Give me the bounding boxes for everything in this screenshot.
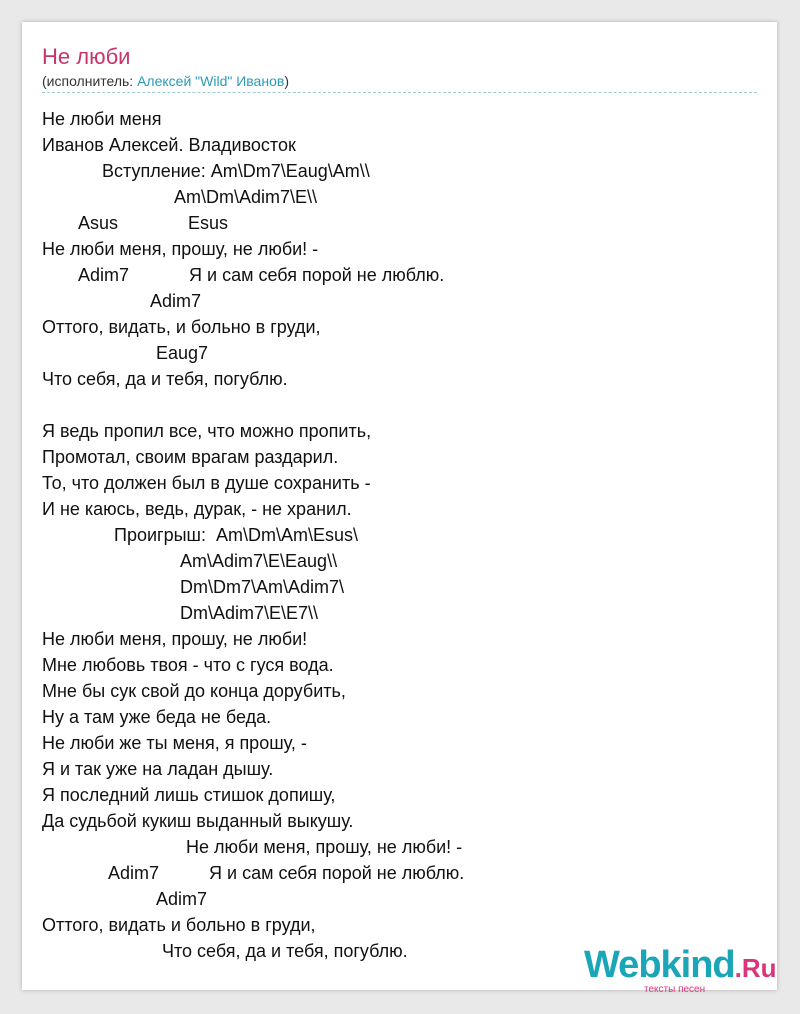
lyric-line: Не люби же ты меня, я прошу, - [42,733,307,753]
lyric-line: Не люби меня, прошу, не люби! - [186,837,463,857]
logo-wordmark: Webkind [584,944,735,986]
lyric-line: Мне любовь твоя - что с гуся вода. [42,655,334,675]
logo-subtitle: тексты песен [644,984,706,995]
lyric-line: Am\Adim7\E\Eaug\\ [180,551,338,571]
lyric-line: Dm\Dm7\Am\Adim7\ [180,577,345,597]
lyric-line: И не каюсь, ведь, дурак, - не хранил. [42,499,352,519]
lyric-line [42,392,464,418]
lyric-line: Да судьбой кукиш выданный выкушу. [42,811,354,831]
lyric-line: Я и так уже на ладан дышу. [42,759,274,779]
lyric-line: Adim7 Я и сам себя порой не люблю. [78,265,445,285]
divider [42,92,757,93]
lyric-line: Не люби меня, прошу, не люби! - [42,239,319,259]
lyric-line: Adim7 Я и сам себя порой не люблю. [108,863,465,883]
artist-prefix: (исполнитель: [42,73,138,89]
lyric-line: Asus Esus [78,213,229,233]
song-title: Не люби [42,44,131,69]
lyric-line: Am\Dm\Adim7\E\\ [174,187,318,207]
artist-link[interactable]: Алексей "Wild" Иванов [137,73,285,89]
site-logo[interactable] [584,944,777,995]
lyric-line: Я ведь пропил все, что можно пропить, [42,421,372,441]
lyric-line: Оттого, видать и больно в груди, [42,915,316,935]
lyric-line: То, что должен был в душе сохранить - [42,473,371,493]
lyric-line: Ну а там уже беда не беда. [42,707,272,727]
lyric-line: Eaug7 [156,343,209,363]
lyric-line: Dm\Adim7\E\E7\\ [180,603,319,623]
logo-tld: .Ru [734,953,777,983]
lyric-line: Не люби меня [42,109,162,129]
lyric-line: Оттого, видать, и больно в груди, [42,317,321,337]
lyric-line: Промотал, своим врагам раздарил. [42,447,339,467]
lyric-line: Что себя, да и тебя, погублю. [162,941,408,961]
lyric-line: Вступление: Am\Dm7\Eaug\Am\\ [102,161,370,181]
lyrics-block [42,106,464,964]
artist-suffix: ) [284,73,289,89]
lyric-line: Мне бы сук свой до конца дорубить, [42,681,346,701]
artist-line [42,73,289,89]
lyric-line: Я последний лишь стишок допишу, [42,785,336,805]
lyric-line: Иванов Алексей. Владивосток [42,135,296,155]
lyric-line: Проигрыш: Am\Dm\Am\Esus\ [114,525,358,545]
page-sheet [22,22,777,995]
lyric-line: Что себя, да и тебя, погублю. [42,369,288,389]
lyric-line: Adim7 [156,889,208,909]
lyric-line: Adim7 [150,291,202,311]
lyric-line: Не люби меня, прошу, не люби! [42,629,308,649]
